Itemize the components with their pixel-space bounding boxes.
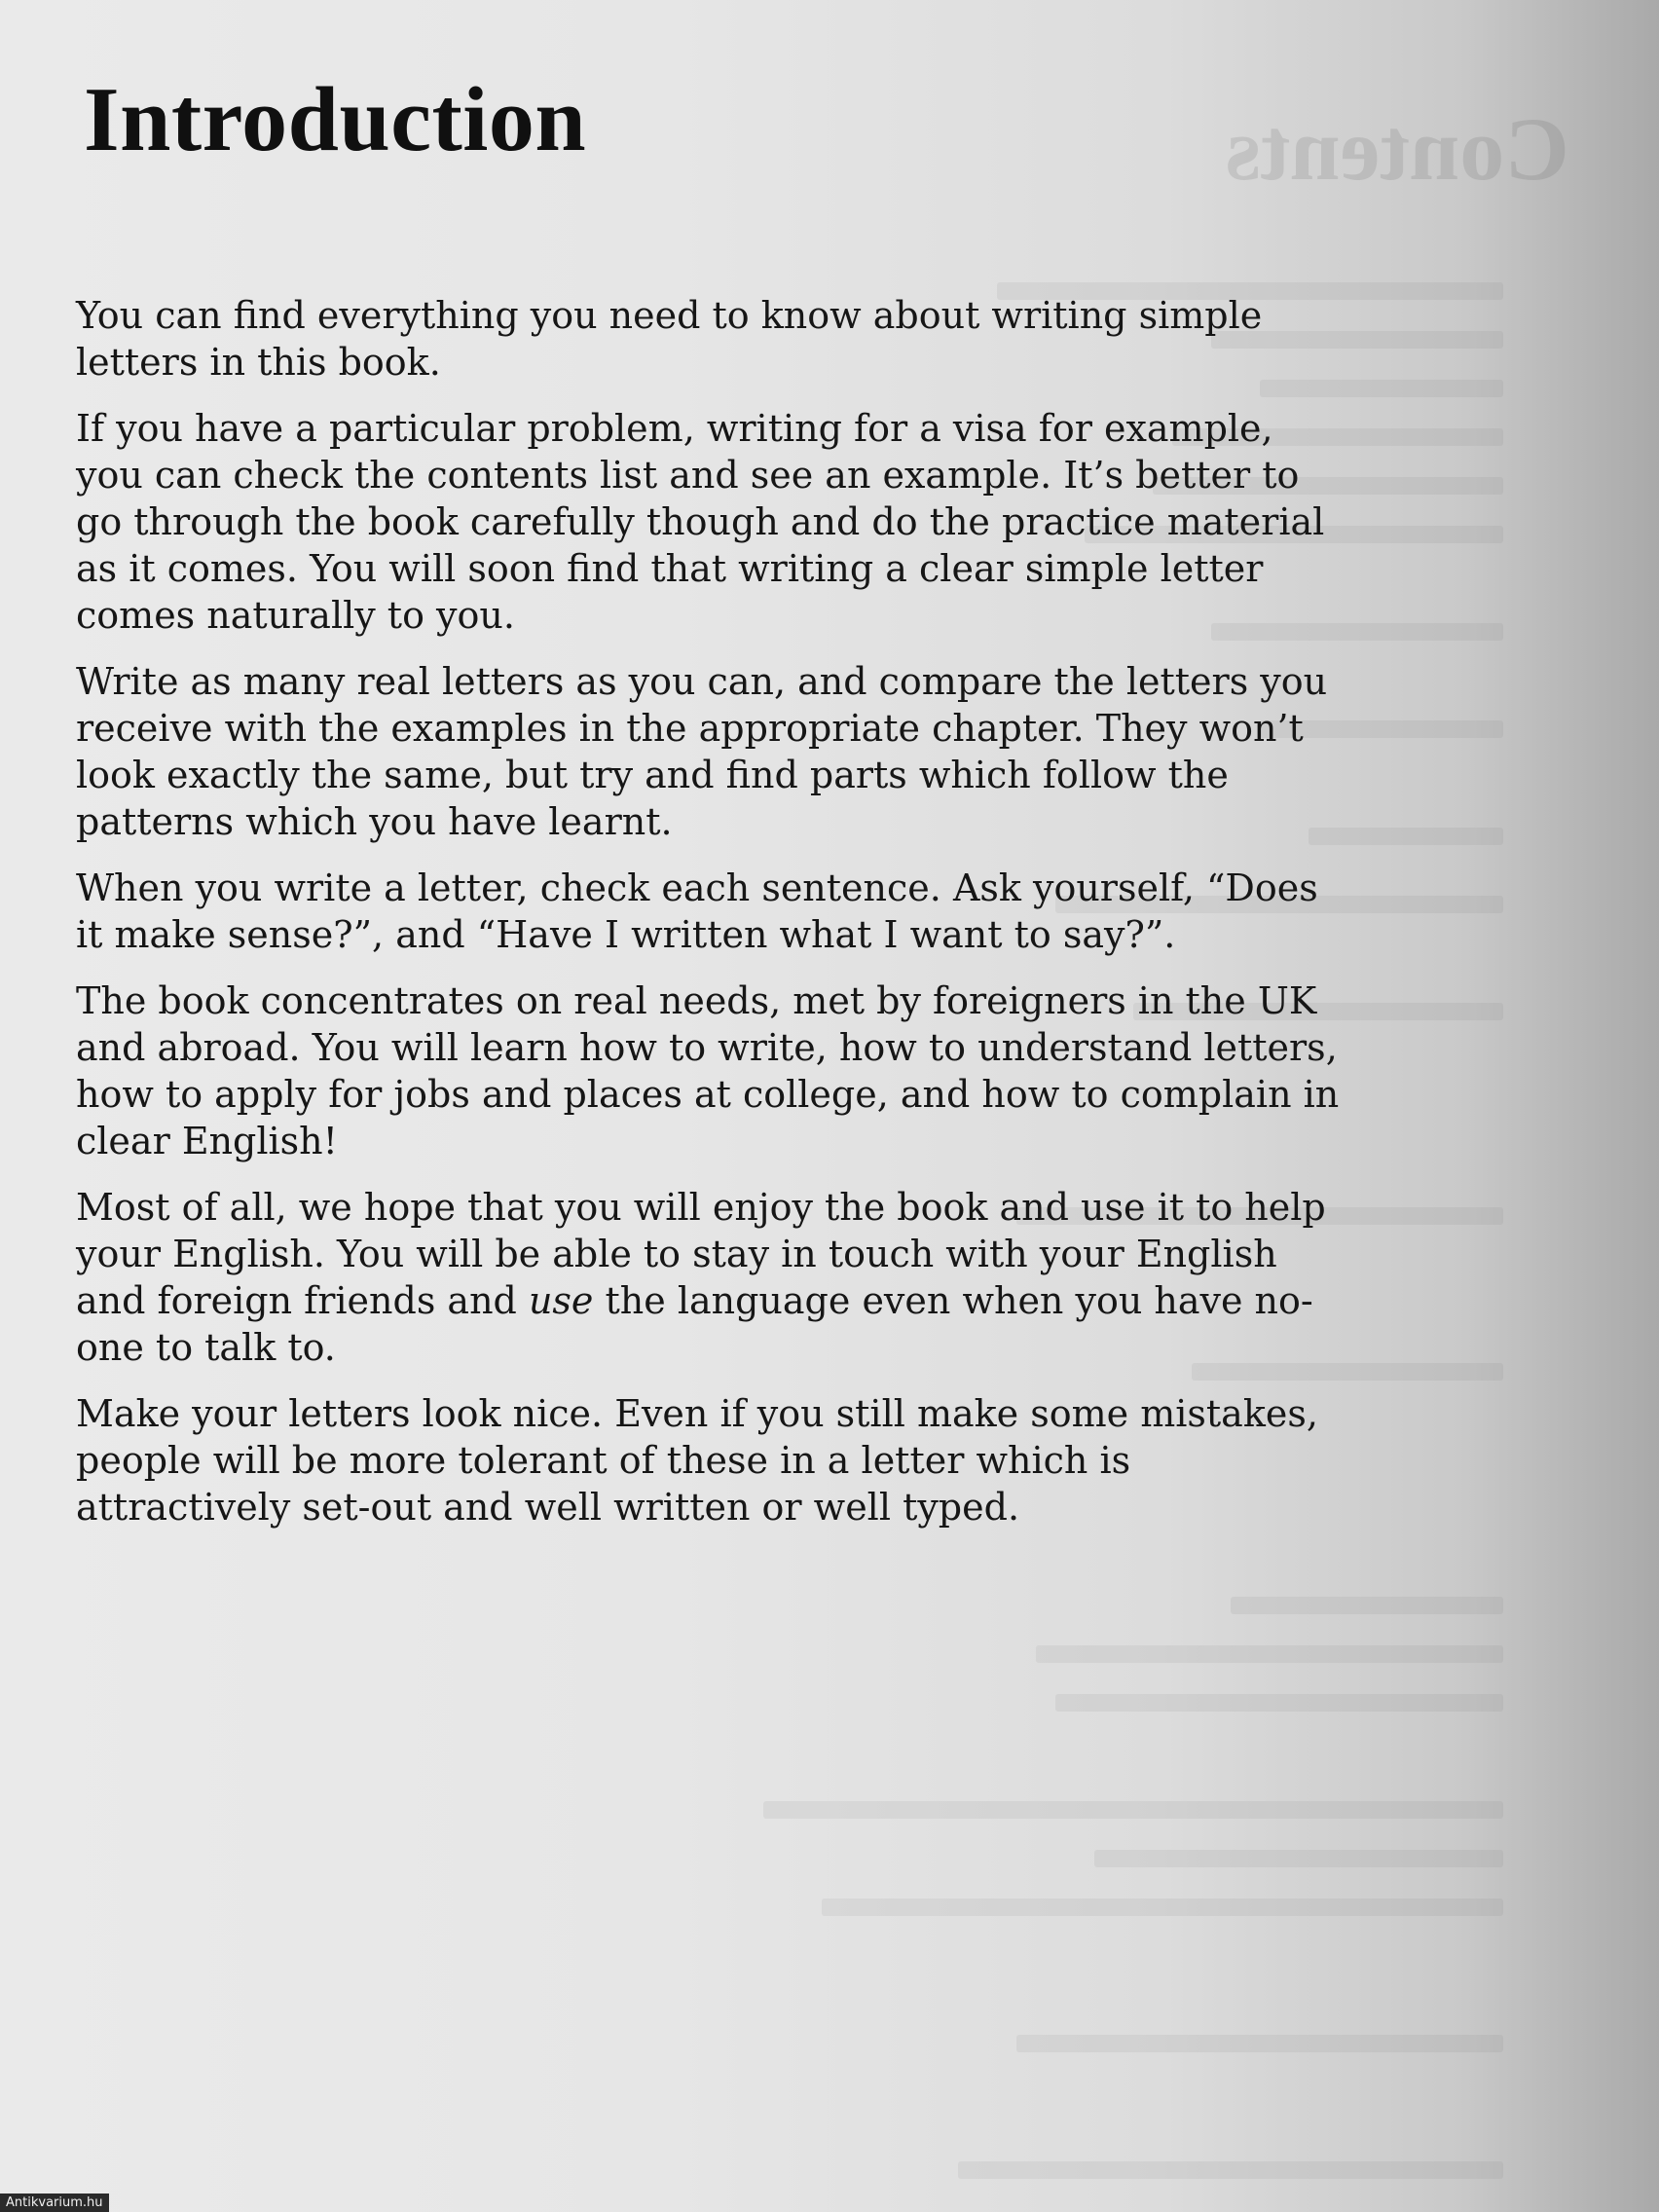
introduction-body (76, 292, 1342, 1550)
paragraph-4: When you write a letter, check each sentence. Ask yourself, “Does it make sense?”, and “Have I written what I want to say?”. (76, 866, 1318, 956)
bleed-through-line (1016, 2035, 1503, 2052)
paragraph-6-text-before: Most of all, we hope that you will enjoy the book and use it to help your English. You will be able to stay in touch with your English and foreign friends and (76, 1186, 1326, 1322)
bleed-through-line (1231, 1597, 1503, 1614)
bleed-through-line (1055, 1694, 1503, 1712)
paragraph-6 (76, 1184, 1342, 1371)
paragraph-6-text-after: the language even when you have no-one to talk to. (76, 1279, 1313, 1369)
page-title: Introduction (84, 69, 587, 170)
watermark: Antikvarium.hu (0, 2194, 109, 2212)
paragraph-3: Write as many real letters as you can, and compare the letters you receive with the examples in the appropriate chapter. They won’t look exactly the same, but try and find parts which follow the patterns which you have learnt. (76, 660, 1328, 843)
paragraph-6-emphasis: use (528, 1279, 594, 1322)
paragraph-2: If you have a particular problem, writing for a visa for example, you can check the contents list and see an example. It’s better to go through the book carefully though and do the practice material as it comes. You will soon find that writing a clear simple letter comes naturally to you. (76, 407, 1325, 637)
bleed-through-line (763, 1801, 1503, 1819)
bleed-through-heading: Contents (1226, 99, 1569, 199)
bleed-through-line (1094, 1850, 1503, 1867)
bleed-through-line (958, 2161, 1503, 2179)
bleed-through-line (1036, 1645, 1503, 1663)
bleed-through-line (822, 1899, 1503, 1916)
paragraph-5: The book concentrates on real needs, met by foreigners in the UK and abroad. You will learn how to write, how to understand letters, how to apply for jobs and places at college, and how to complain in clear English! (76, 979, 1340, 1162)
paragraph-1: You can find everything you need to know about writing simple letters in this book. (76, 294, 1263, 384)
paragraph-7: Make your letters look nice. Even if you still make some mistakes, people will be more tolerant of these in a letter which is attractively set-out and well written or well typed. (76, 1392, 1318, 1529)
